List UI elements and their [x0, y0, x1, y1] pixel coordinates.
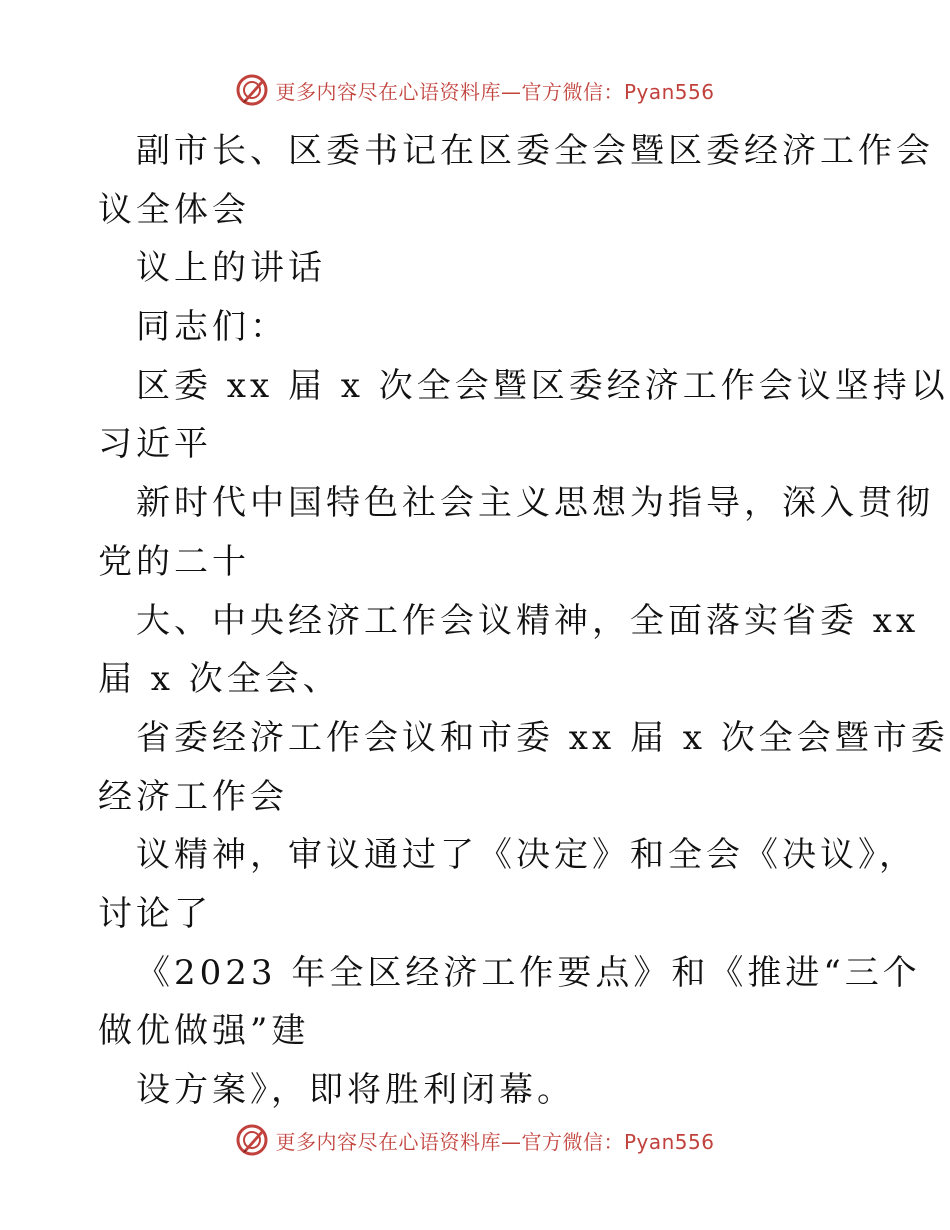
- header-banner-text: 更多内容尽在心语资料库—官方微信：Pyan556: [275, 79, 715, 104]
- document-line: 区委 xx 届 x 次全会暨区委经济工作会议坚持以: [136, 365, 949, 406]
- document-line: 大、中央经济工作会议精神，全面落实省委 xx: [136, 600, 920, 641]
- pen-circle-logo-icon: [235, 1123, 269, 1157]
- document-line: 讨论了: [98, 893, 212, 934]
- document-line: 经济工作会: [98, 776, 288, 817]
- document-line: 同志们：: [136, 307, 288, 348]
- pen-circle-logo-icon: [235, 73, 269, 107]
- document-line: 省委经济工作会议和市委 xx 届 x 次全会暨市委: [136, 717, 949, 758]
- document-line: 届 x 次全会、: [98, 659, 341, 700]
- document-line: 议精神，审议通过了《决定》和全会《决议》，: [136, 835, 917, 876]
- document-line: 习近平: [98, 424, 212, 465]
- document-line: 党的二十: [98, 541, 250, 582]
- document-line: 议全体会: [98, 189, 250, 230]
- document-line: 做优做强”建: [98, 1011, 310, 1052]
- footer-banner-text: 更多内容尽在心语资料库—官方微信：Pyan556: [275, 1129, 715, 1154]
- footer-watermark-banner: [0, 1120, 950, 1160]
- document-body: [98, 122, 949, 1120]
- document-line: 《2023 年全区经济工作要点》和《推进“三个: [136, 952, 921, 993]
- document-line: 新时代中国特色社会主义思想为指导，深入贯彻: [136, 483, 934, 524]
- header-watermark-banner: [0, 70, 950, 110]
- document-line: 设方案》，即将胜利闭幕。: [136, 1070, 575, 1110]
- document-line: 议上的讲话: [136, 248, 326, 289]
- document-line: 副市长、区委书记在区委全会暨区委经济工作会: [136, 131, 934, 171]
